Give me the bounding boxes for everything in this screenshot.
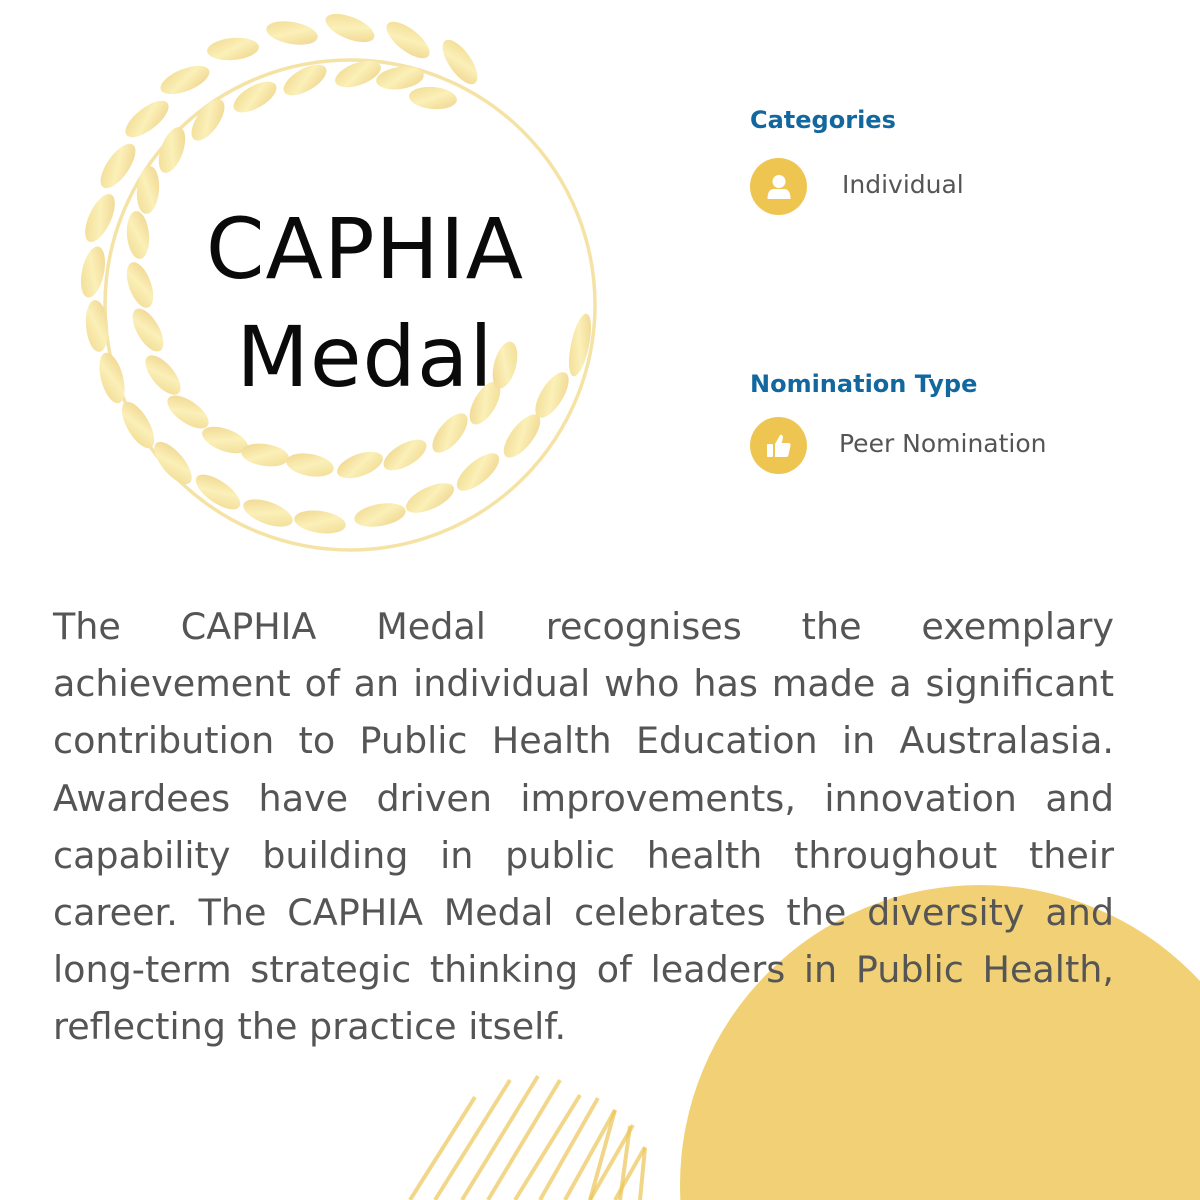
medal-title-line-1: CAPHIA [205,200,525,298]
nomination-type-value: Peer Nomination [839,429,1047,458]
category-value: Individual [842,170,964,199]
nomination-type-heading: Nomination Type [750,370,978,398]
award-description: The CAPHIA Medal recognises the exemplary achievement of an individual who has made a significant contribution to Public Health Education in Australasia. Awardees have driven improvements, innovation and capability building in public health throughout their career. The CAPHIA Medal celebrates the diversity and long-term strategic thinking of leaders in Public Health, reflecting the practice itself. [53,605,1114,1049]
diagonal-stripes-decoration [410,1076,645,1200]
categories-heading: Categories [750,106,896,134]
medal-title-line-2: Medal [236,308,494,406]
